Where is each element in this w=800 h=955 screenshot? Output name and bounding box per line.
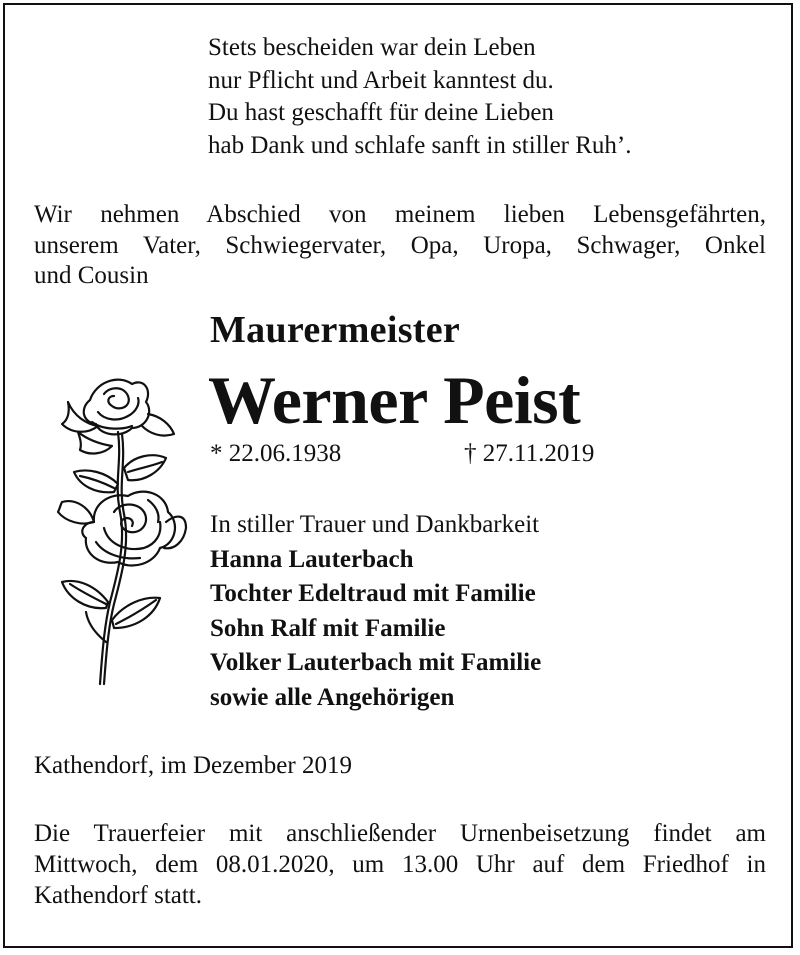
ceremony-info [34, 818, 766, 911]
ceremony-line: Mittwoch, dem 08.01.2020, um 13.00 Uhr auf dem Friedhof in [34, 851, 766, 878]
mourner-name: sowie alle Angehörigen [210, 683, 455, 711]
birth-date: * 22.06.1938 [210, 440, 342, 467]
place-date: Kathendorf, im Dezember 2019 [34, 752, 352, 779]
ceremony-line: Die Trauerfeier mit anschließender Urnenbeisetzung findet am [34, 820, 766, 847]
mourner-name: Volker Lauterbach mit Familie [210, 649, 542, 676]
farewell-line: und Cousin [34, 262, 149, 289]
deceased-title: Maurermeister [210, 309, 461, 351]
mourner-name: Tochter Edeltraud mit Familie [210, 580, 536, 607]
farewell-text [34, 200, 766, 292]
rose-icon [48, 372, 188, 687]
mourner-name: Sohn Ralf mit Familie [210, 614, 446, 642]
poem-line: Stets bescheiden war dein Leben [208, 34, 536, 61]
farewell-line: unserem Vater, Schwiegervater, Opa, Uropa, Schwager, Onkel [34, 231, 766, 259]
deceased-name: Werner Peist [208, 362, 581, 438]
farewell-line: Wir nehmen Abschied von meinem lieben Lebensgefährten, [34, 201, 766, 228]
mourner-name: Hanna Lauterbach [210, 545, 414, 573]
mourners-intro: In stiller Trauer und Dankbarkeit [210, 511, 540, 538]
poem-line: nur Pflicht und Arbeit kanntest du. [208, 66, 554, 94]
poem-line: hab Dank und schlafe sanft in stiller Ruh’. [208, 131, 632, 159]
ceremony-line: Kathendorf statt. [34, 882, 203, 909]
mourners-block [210, 508, 541, 715]
death-date: † 27.11.2019 [464, 440, 595, 467]
poem [208, 32, 632, 162]
poem-line: Du hast geschafft für deine Lieben [208, 99, 554, 126]
